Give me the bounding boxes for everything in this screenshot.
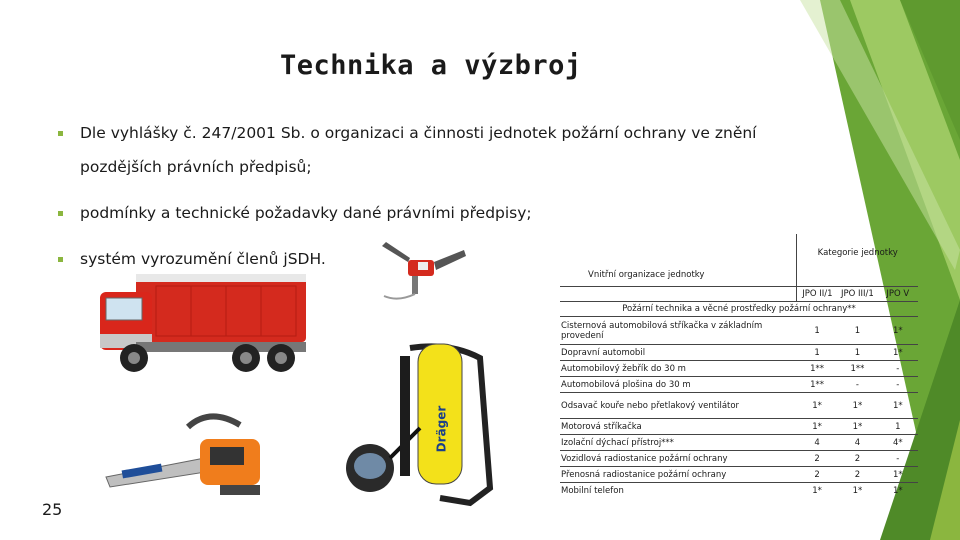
- header-category: Kategorie jednotky: [797, 234, 918, 287]
- breathing-apparatus-image: [340, 338, 495, 510]
- chainsaw-image: [100, 405, 275, 505]
- bullet-text: Dle vyhlášky č. 247/2001 Sb. o organizaci a činnosti jednotek požární ochrany ve znění pozdějších právních předpisů;: [80, 124, 757, 176]
- cell: 2: [837, 451, 877, 467]
- header-organization: Vnitřní organizace jednotky: [588, 270, 705, 280]
- cell: 4: [837, 435, 877, 451]
- row-label: Izolační dýchací přístroj***: [560, 435, 797, 451]
- cell: 1: [837, 317, 877, 345]
- row-label: Motorová stříkačka: [560, 419, 797, 435]
- cell: 1**: [837, 361, 877, 377]
- table-row: [560, 483, 918, 499]
- row-label: Automobilová plošina do 30 m: [560, 377, 797, 393]
- slide-number: 25: [42, 500, 63, 519]
- table-row: [560, 377, 918, 393]
- row-label: Odsavač kouře nebo přetlakový ventilátor: [560, 393, 797, 419]
- bullet-item: [58, 196, 758, 230]
- bullet-text: podmínky a technické požadavky dané právními předpisy;: [80, 204, 532, 222]
- apparatus-brand-label: Dräger: [434, 405, 449, 453]
- table-row: [560, 451, 918, 467]
- table-row: [560, 467, 918, 483]
- cell: 1*: [878, 393, 918, 419]
- row-label: Vozidlová radiostanice požární ochrany: [560, 451, 797, 467]
- row-label: Cisternová automobilová stříkačka v základním provedení: [560, 317, 797, 345]
- cell: 1*: [837, 483, 877, 499]
- cell: 1: [837, 345, 877, 361]
- cell: 1: [878, 419, 918, 435]
- bullet-marker-icon: [58, 257, 63, 262]
- cell: 1: [797, 345, 837, 361]
- cell: 1*: [878, 483, 918, 499]
- table-row: [560, 345, 918, 361]
- column-header: JPO V: [878, 287, 918, 302]
- bullet-marker-icon: [58, 131, 63, 136]
- cell: 4*: [878, 435, 918, 451]
- cell: -: [878, 377, 918, 393]
- row-label: Dopravní automobil: [560, 345, 797, 361]
- cell: -: [837, 377, 877, 393]
- table-row: [560, 435, 918, 451]
- cell: 2: [797, 467, 837, 483]
- table-row: [560, 419, 918, 435]
- table-row: [560, 361, 918, 377]
- cell: 1*: [797, 483, 837, 499]
- cell: 1*: [837, 419, 877, 435]
- chainsaw-brand-label: Husqvarna: [127, 448, 171, 464]
- slide-title: Technika a výzbroj: [280, 50, 582, 81]
- column-header: JPO III/1: [837, 287, 877, 302]
- header-spacer: [560, 287, 797, 302]
- cell: 1*: [837, 393, 877, 419]
- cell: 1**: [797, 361, 837, 377]
- cell: 2: [797, 451, 837, 467]
- cell: -: [878, 361, 918, 377]
- cell: -: [878, 451, 918, 467]
- cell: 1*: [878, 317, 918, 345]
- cell: 4: [797, 435, 837, 451]
- cell: 1*: [878, 345, 918, 361]
- cell: 1*: [878, 467, 918, 483]
- row-label: Mobilní telefon: [560, 483, 797, 499]
- cell: 1: [797, 317, 837, 345]
- equipment-table: [560, 234, 918, 499]
- cell: 1**: [797, 377, 837, 393]
- bullet-item: [58, 116, 758, 184]
- row-label: Automobilový žebřík do 30 m: [560, 361, 797, 377]
- row-label: Přenosná radiostanice požární ochrany: [560, 467, 797, 483]
- bullet-marker-icon: [58, 211, 63, 216]
- table-section-band: Požární technika a věcné prostředky požární ochrany**: [560, 302, 918, 317]
- cell: 1*: [797, 393, 837, 419]
- cell: 2: [837, 467, 877, 483]
- bullet-text: systém vyrozumění členů jSDH.: [80, 250, 326, 268]
- column-header: JPO II/1: [797, 287, 837, 302]
- cell: 1*: [797, 419, 837, 435]
- fire-truck-image: [96, 262, 316, 382]
- hydraulic-spreader-image: [378, 240, 468, 304]
- table-row: [560, 317, 918, 345]
- table-row: [560, 393, 918, 419]
